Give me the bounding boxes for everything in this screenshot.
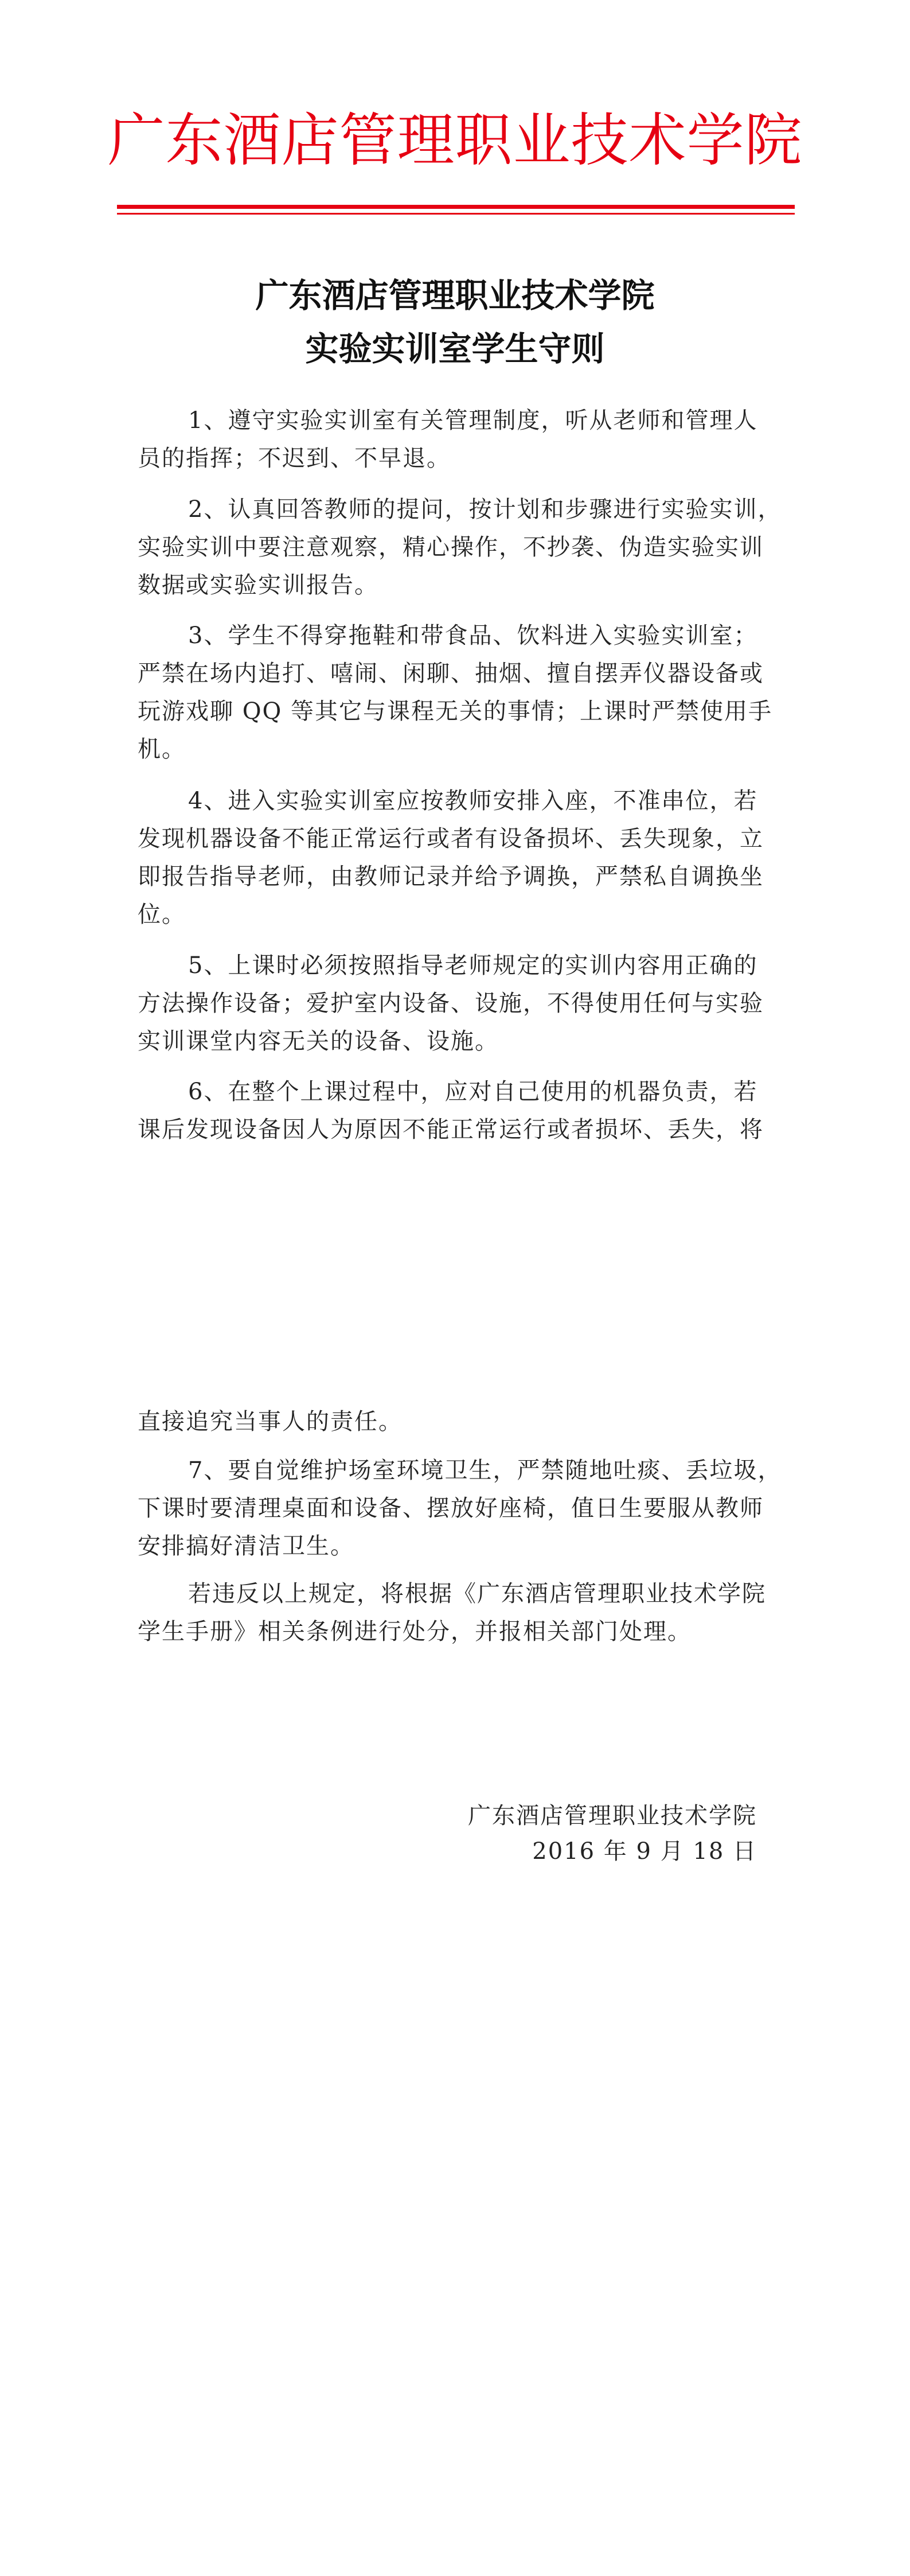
paragraph-line: 严禁在场内追打、嘻闹、闲聊、抽烟、擅自摆弄仪器设备或 (138, 660, 764, 687)
paragraph-line: 学生手册》相关条例进行处分，并报相关部门处理。 (138, 1618, 692, 1645)
document-title-line2: 实验实训室学生守则 (305, 329, 605, 368)
rule-paragraph-4 (138, 782, 774, 933)
paragraph-line: 5、上课时必须按照指导老师规定的实训内容用正确的 (188, 952, 758, 979)
paragraph-line: 机。 (138, 736, 186, 762)
paragraph-line: 3、学生不得穿拖鞋和带食品、饮料进入实验实训室； (188, 622, 758, 649)
rule-paragraph-1 (138, 402, 774, 477)
document-title-line1: 广东酒店管理职业技术学院 (255, 276, 655, 315)
paragraph-line: 4、进入实验实训室应按教师安排入座，不准串位，若 (188, 788, 758, 814)
paragraph-line: 即报告指导老师，由教师记录并给予调换，严禁私自调换坐 (138, 863, 764, 890)
paragraph-line: 7、要自觉维护场室环境卫生，严禁随地吐痰、丢垃圾， (188, 1457, 782, 1484)
rule-paragraph-5 (138, 947, 774, 1060)
paragraph-line: 若违反以上规定，将根据《广东酒店管理职业技术学院 (188, 1581, 766, 1607)
paragraph-line: 1、遵守实验实训室有关管理制度，听从老师和管理人 (188, 407, 758, 434)
rule-paragraph-6-continued (138, 1403, 774, 1441)
paragraph-line: 发现机器设备不能正常运行或者有设备损坏、丢失现象，立 (138, 826, 764, 852)
paragraph-line: 员的指挥；不迟到、不早退。 (138, 445, 451, 472)
paragraph-line: 安排搞好清洁卫生。 (138, 1533, 354, 1559)
paragraph-line: 直接追究当事人的责任。 (138, 1408, 403, 1435)
letterhead-title: 广东酒店管理职业技术学院 (107, 107, 803, 174)
paragraph-line: 6、在整个上课过程中，应对自己使用的机器负责，若 (188, 1079, 758, 1105)
signature-organization: 广东酒店管理职业技术学院 (468, 1803, 757, 1829)
paragraph-line: 2、认真回答教师的提问，按计划和步骤进行实验实训， (188, 496, 782, 523)
paragraph-line: 玩游戏聊 QQ 等其它与课程无关的事情；上课时严禁使用手 (138, 698, 773, 725)
rule-paragraph-2 (138, 491, 782, 604)
paragraph-line: 方法操作设备；爱护室内设备、设施，不得使用任何与实验 (138, 990, 764, 1017)
letterhead-divider-thick (117, 205, 795, 209)
signature-date: 2016 年 9 月 18 日 (532, 1838, 757, 1865)
paragraph-line: 位。 (138, 901, 186, 928)
closing-paragraph (138, 1575, 774, 1651)
rule-paragraph-7 (138, 1452, 782, 1565)
paragraph-line: 下课时要清理桌面和设备、摆放好座椅，值日生要服从教师 (138, 1495, 764, 1522)
paragraph-line: 实验实训中要注意观察，精心操作，不抄袭、伪造实验实训 (138, 534, 764, 561)
rule-paragraph-3 (138, 617, 774, 768)
paragraph-line: 实训课堂内容无关的设备、设施。 (138, 1028, 499, 1054)
paragraph-line: 课后发现设备因人为原因不能正常运行或者损坏、丢失，将 (138, 1116, 764, 1143)
letterhead-divider-thin (117, 213, 795, 215)
rule-paragraph-6 (138, 1073, 774, 1149)
paragraph-line: 数据或实验实训报告。 (138, 572, 378, 598)
